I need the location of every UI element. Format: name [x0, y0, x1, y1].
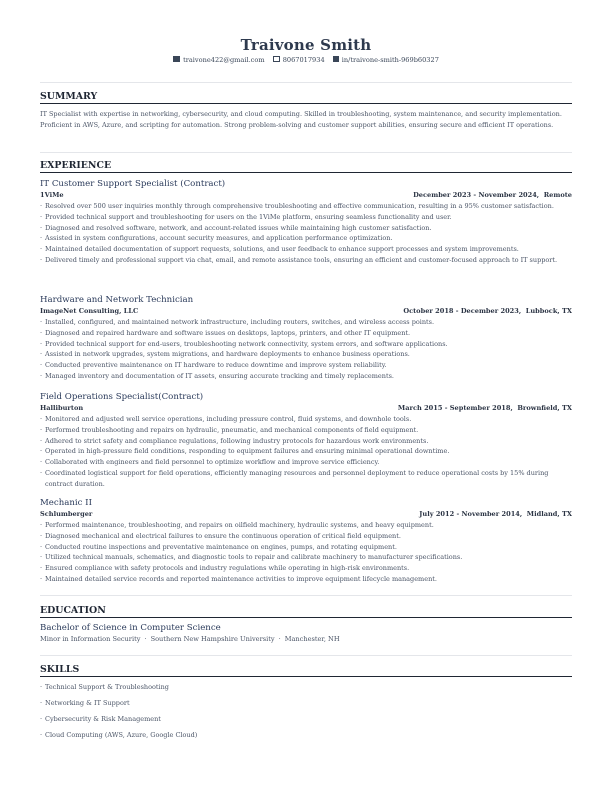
bullet-item: · Provided technical support for end-users, troubleshooting network connectivity, system errors, and software applications.: [40, 339, 572, 350]
bullet-item: · Collaborated with engineers and field personnel to optimize workflow and improve service efficiency.: [40, 457, 572, 468]
job-meta: [40, 191, 572, 201]
separator-dot: ·: [278, 635, 281, 643]
bullet-item: · Maintained detailed documentation of support requests, solutions, and user feedback to enhance support processes and system improvements.: [40, 244, 572, 255]
bullet-item: · Maintained detailed service records and reported maintenance activities to improve equipment lifecycle management.: [40, 574, 572, 585]
job-dates-location: [398, 404, 572, 412]
bullet-item: · Conducted routine inspections and preventative maintenance on engines, pumps, and rotating equipment.: [40, 542, 572, 553]
bullet-item: · Monitored and adjusted well service operations, including pressure control, fluid systems, and downhole tools.: [40, 414, 572, 425]
bullet-item: · Conducted preventive maintenance on IT hardware to reduce downtime and improve system reliability.: [40, 360, 572, 371]
education-heading: EDUCATION: [40, 605, 572, 618]
bullet-item: · Delivered timely and professional support via chat, email, and remote assistance tools, ensuring an efficient and customer-focused approach to IT support.: [40, 255, 572, 266]
job-bullets: [40, 201, 572, 266]
linkedin-icon: [333, 56, 339, 62]
summary-heading: SUMMARY: [40, 91, 572, 104]
candidate-name: Traivone Smith: [240, 36, 372, 54]
bullet-item: · Ensured compliance with safety protocols and industry regulations while operating in high-risk environments.: [40, 563, 572, 574]
skill-item: · Technical Support & Troubleshooting: [40, 682, 572, 698]
job-dates: December 2023 - November 2024,: [413, 191, 540, 199]
education-location: Manchester, NH: [284, 635, 340, 643]
bullet-item: · Installed, configured, and maintained network infrastructure, including routers, switches, and wireless access points.: [40, 317, 572, 328]
job-company: Halliburton: [40, 404, 84, 412]
job-location: Midland, TX: [526, 510, 572, 518]
linkedin-text: in/traivone-smith-969b60327: [341, 56, 439, 64]
bullet-item: · Assisted in system configurations, account security measures, and application performance optimization.: [40, 233, 572, 244]
job-meta: [40, 510, 572, 520]
job-entry: [40, 392, 572, 490]
summary-text: IT Specialist with expertise in networking, cybersecurity, and cloud computing. Skilled in troubleshooting, system maintenance, and security implementation. Proficient in AWS, Azure, and scripting for automation. Strong problem-solving and customer support abilities, ensuring secure and efficient IT operations.: [40, 110, 562, 129]
bullet-item: · Coordinated logistical support for field operations, efficiently managing resources and personnel deployment to reduce operational costs by 15% during contract duration.: [40, 468, 572, 490]
bullet-item: · Diagnosed and repaired hardware and software issues on desktops, laptops, printers, and other IT equipment.: [40, 328, 572, 339]
contact-email[interactable]: [173, 56, 265, 64]
bullet-item: · Resolved over 500 user inquiries monthly through comprehensive troubleshooting and effective communication, resulting in a 95% customer satisfaction.: [40, 201, 572, 212]
bullet-item: · Utilized technical manuals, schematics, and diagnostic tools to repair and calibrate machinery to manufacturer specifications.: [40, 552, 572, 563]
job-dates: October 2018 - December 2023,: [403, 307, 522, 315]
skills-list: [40, 682, 572, 746]
header-divider: [40, 82, 572, 83]
job-bullets: [40, 520, 572, 585]
skill-item: · Networking & IT Support: [40, 698, 572, 714]
education-school: Southern New Hampshire University: [150, 635, 275, 643]
bullet-item: · Diagnosed mechanical and electrical failures to ensure the continuous operation of critical field equipment.: [40, 531, 572, 542]
job-dates-location: [419, 510, 572, 518]
job-title: Field Operations Specialist(Contract): [40, 392, 204, 402]
job-title: IT Customer Support Specialist (Contract): [40, 179, 226, 189]
section-divider: [40, 655, 572, 656]
job-company: 1ViMe: [40, 191, 64, 199]
mail-icon: [173, 56, 180, 62]
bullet-item: · Operated in high-pressure field conditions, responding to equipment failures and ensuring minimal operational downtime.: [40, 446, 572, 457]
skill-item: · Cloud Computing (AWS, Azure, Google Cloud): [40, 730, 572, 746]
bullet-item: · Performed troubleshooting and repairs on hydraulic, pneumatic, and mechanical components of field equipment.: [40, 425, 572, 436]
education-minor: Minor in Information Security: [40, 635, 141, 643]
bullet-item: · Adhered to strict safety and compliance regulations, following industry protocols for hazardous work environments.: [40, 436, 572, 447]
contact-linkedin[interactable]: [333, 56, 439, 64]
contact-line: [40, 56, 572, 64]
bullet-item: · Diagnosed and resolved software, network, and account-related issues while maintaining high customer satisfaction.: [40, 223, 572, 234]
job-company: Schlumberger: [40, 510, 93, 518]
job-dates: July 2012 - November 2014,: [419, 510, 523, 518]
skills-heading: SKILLS: [40, 664, 572, 677]
education-degree: Bachelor of Science in Computer Science: [40, 623, 221, 633]
section-divider: [40, 152, 572, 153]
section-divider: [40, 595, 572, 596]
contact-phone[interactable]: [273, 56, 325, 64]
job-bullets: [40, 317, 572, 382]
bullet-item: · Assisted in network upgrades, system migrations, and hardware deployments to enhance business operations.: [40, 349, 572, 360]
phone-icon: [273, 56, 280, 62]
job-title: Mechanic II: [40, 498, 92, 508]
email-text: traivone422@gmail.com: [183, 56, 265, 64]
job-dates: March 2015 - September 2018,: [397, 404, 513, 412]
job-dates-location: [413, 191, 572, 199]
job-location: Brownfield, TX: [517, 404, 572, 412]
job-meta: [40, 307, 572, 317]
job-dates-location: [403, 307, 572, 315]
job-title: Hardware and Network Technician: [40, 295, 194, 305]
job-entry: [40, 295, 572, 382]
job-company: ImageNet Consulting, LLC: [40, 307, 139, 315]
job-location: Lubbock, TX: [525, 307, 572, 315]
phone-text: 8067017934: [282, 56, 325, 64]
job-entry: [40, 179, 572, 266]
bullet-item: · Performed maintenance, troubleshooting, and repairs on oilfield machinery, hydraulic systems, and heavy equipment.: [40, 520, 572, 531]
separator-dot: ·: [144, 635, 147, 643]
job-entry: [40, 498, 572, 585]
education-details: [40, 635, 340, 643]
experience-heading: EXPERIENCE: [40, 160, 572, 173]
job-meta: [40, 404, 572, 414]
bullet-item: · Managed inventory and documentation of IT assets, ensuring accurate tracking and timely replacements.: [40, 371, 572, 382]
job-location: Remote: [543, 191, 572, 199]
skill-item: · Cybersecurity & Risk Management: [40, 714, 572, 730]
bullet-item: · Provided technical support and troubleshooting for users on the 1ViMe platform, ensuring seamless functionality and user.: [40, 212, 572, 223]
job-bullets: [40, 414, 572, 490]
